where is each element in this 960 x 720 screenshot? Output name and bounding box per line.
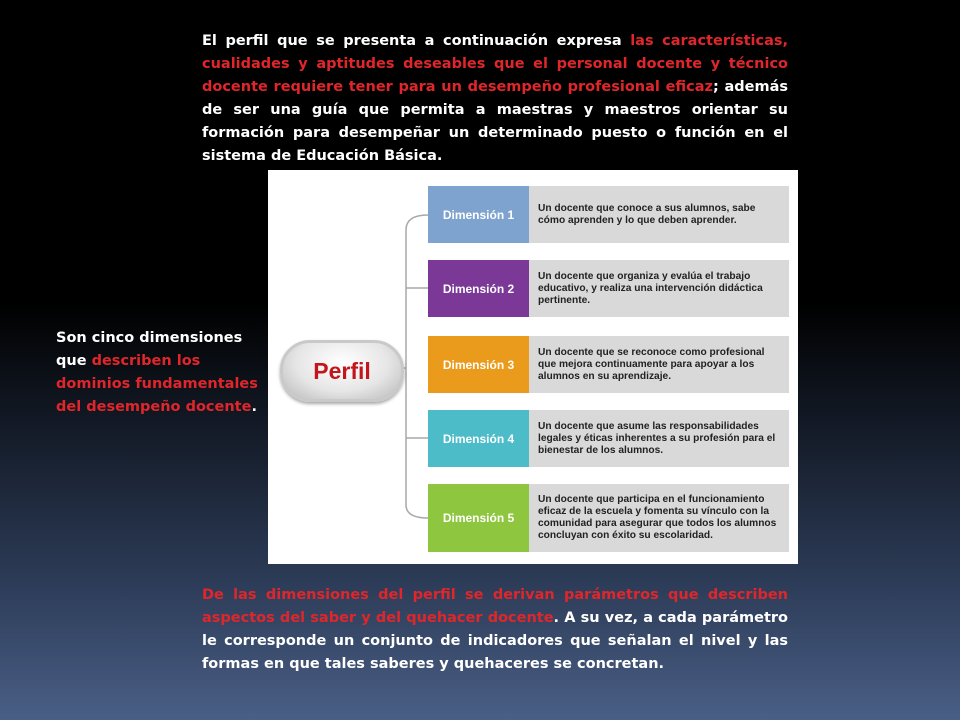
dimension-description: Un docente que asume las responsabilidades legales y éticas inherentes a su profesión para el bienestar de los alumnos.	[529, 410, 789, 467]
dimensions-note: Son cinco dimensiones que describen los dominios fundamentales del desempeño docente.	[56, 330, 258, 415]
dimension-label: Dimensión 2	[428, 260, 529, 317]
dimension-row-4	[428, 410, 789, 467]
dimension-description: Un docente que se reconoce como profesional que mejora continuamente para apoyar a los alumnos en su aprendizaje.	[529, 336, 789, 393]
dimension-label: Dimensión 3	[428, 336, 529, 393]
profile-diagram	[268, 170, 798, 564]
dimension-row-3	[428, 336, 789, 393]
dimension-row-2	[428, 260, 789, 317]
dimension-label: Dimensión 1	[428, 186, 529, 243]
intro-paragraph: El perfil que se presenta a continuación expresa las características, cualidades y aptitudes deseables que el personal docente y técnico docente requiere tener para un desempeño profesional eficaz; además de ser una guía que permita a maestras y maestros orientar su formación para desempeñar un determinado puesto o función en el sistema de Educación Básica.	[202, 33, 788, 164]
dimensions-note-highlight: describen los dominios fundamentales del desempeño docente	[56, 353, 258, 415]
dimension-description: Un docente que participa en el funcionamiento eficaz de la escuela y fomenta su vínculo con la comunidad para asegurar que todos los alumnos concluyan con éxito su escolaridad.	[529, 484, 789, 552]
dimension-label: Dimensión 4	[428, 410, 529, 467]
closing-paragraph: De las dimensiones del perfil se derivan parámetros que describen aspectos del saber y del quehacer docente. A su vez, a cada parámetro le corresponde un conjunto de indicadores que señalan el nivel y las formas en que tales saberes y quehaceres se concretan.	[202, 587, 788, 672]
dimension-label: Dimensión 5	[428, 484, 529, 552]
dimension-description: Un docente que conoce a sus alumnos, sabe cómo aprenden y lo que deben aprender.	[529, 186, 789, 243]
perfil-node: Perfil	[280, 340, 404, 402]
dimension-row-1	[428, 186, 789, 243]
intro-highlight: las características, cualidades y aptitudes deseables que el personal docente y técnico docente requiere tener para un desempeño profesional eficaz	[202, 33, 788, 95]
dimension-description: Un docente que organiza y evalúa el trabajo educativo, y realiza una intervención didáctica pertinente.	[529, 260, 789, 317]
dimension-row-5	[428, 484, 789, 552]
closing-highlight: De las dimensiones del perfil se derivan parámetros que describen aspectos del saber y del quehacer docente	[202, 587, 788, 626]
